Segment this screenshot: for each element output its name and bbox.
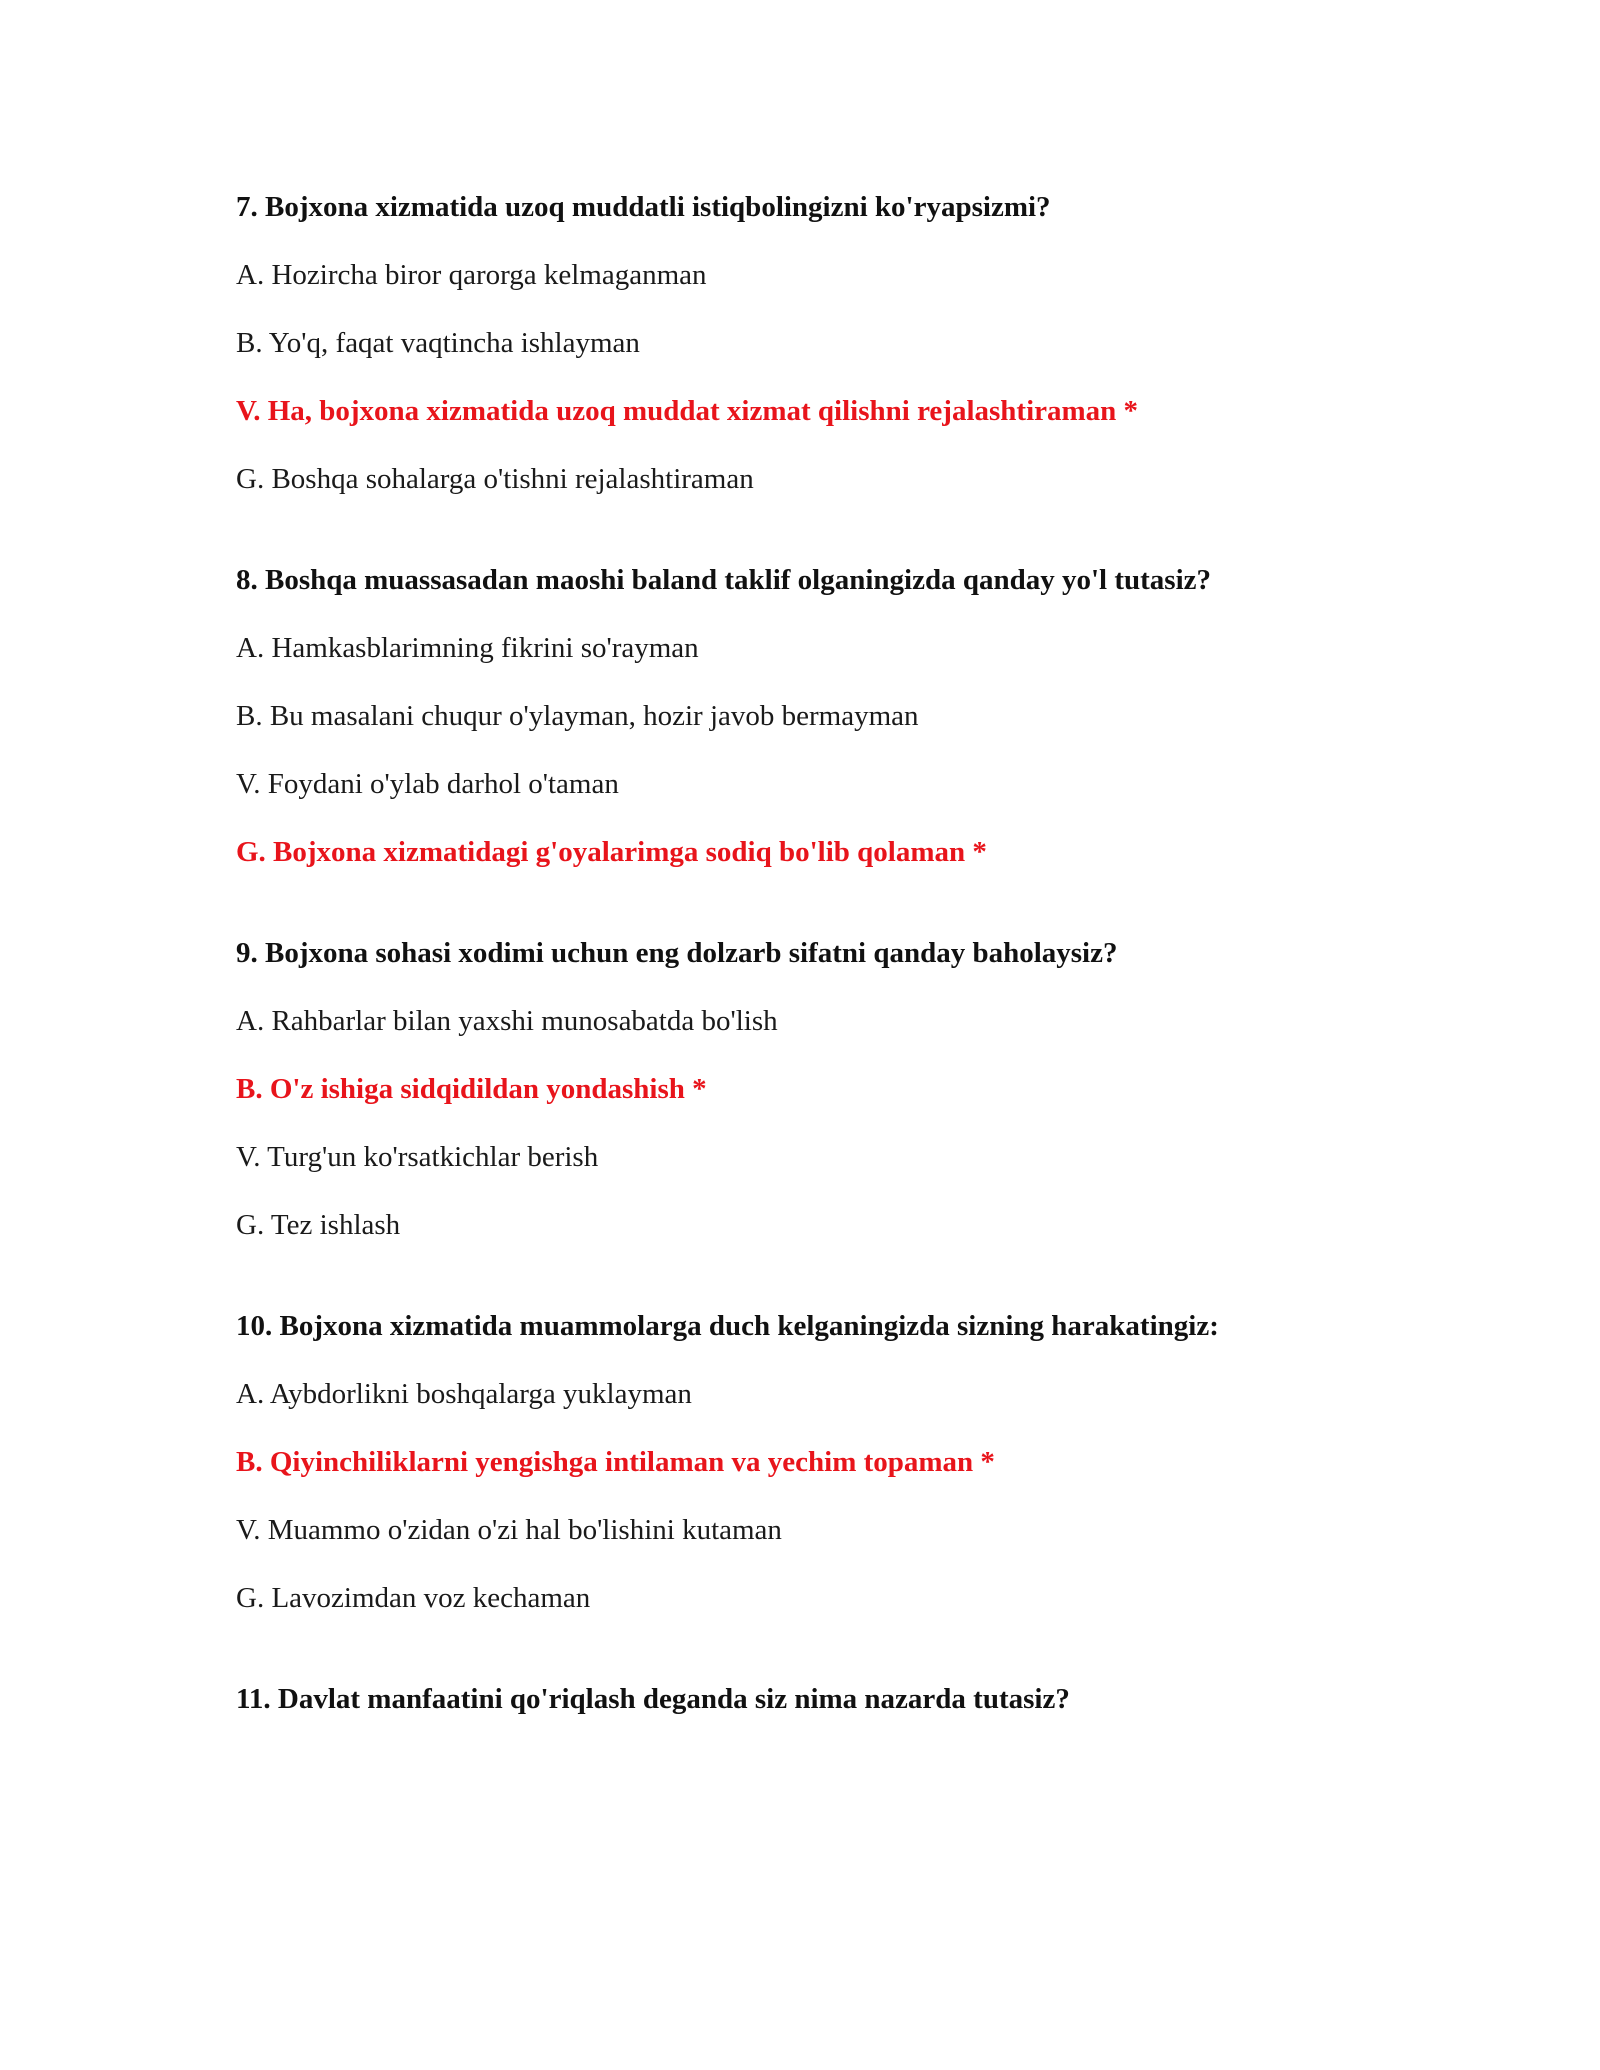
answer-option-g: G. Lavozimdan voz kechaman bbox=[236, 1582, 591, 1614]
answer-option-g: G. Tez ishlash bbox=[236, 1209, 401, 1241]
correct-answer-option-g: G. Bojxona xizmatidagi g'oyalarimga sodiq bo'lib qolaman * bbox=[236, 836, 987, 868]
question-title: 7. Bojxona xizmatida uzoq muddatli istiqbolingizni ko'ryapsizmi? bbox=[236, 191, 1051, 223]
question-list bbox=[236, 188, 1436, 1781]
answer-option-b: B. Bu masalani chuqur o'ylayman, hozir javob bermayman bbox=[236, 700, 919, 732]
answer-option-b: B. Yo'q, faqat vaqtincha ishlayman bbox=[236, 327, 640, 359]
correct-answer-option-b: B. O'z ishiga sidqidildan yondashish * bbox=[236, 1073, 707, 1105]
question-11 bbox=[236, 1680, 1436, 1718]
answer-option-g: G. Boshqa sohalarga o'tishni rejalashtiraman bbox=[236, 463, 754, 495]
correct-answer-option-b: B. Qiyinchiliklarni yengishga intilaman va yechim topaman * bbox=[236, 1446, 995, 1478]
question-title: 11. Davlat manfaatini qo'riqlash deganda siz nima nazarda tutasiz? bbox=[236, 1683, 1070, 1715]
question-9 bbox=[236, 934, 1436, 1244]
answer-option-a: A. Aybdorlikni boshqalarga yuklayman bbox=[236, 1378, 692, 1410]
answer-option-a: A. Hamkasblarimning fikrini so'rayman bbox=[236, 632, 699, 664]
answer-option-v: V. Foydani o'ylab darhol o'taman bbox=[236, 768, 619, 800]
question-title: 9. Bojxona sohasi xodimi uchun eng dolzarb sifatni qanday baholaysiz? bbox=[236, 937, 1118, 969]
correct-answer-option-v: V. Ha, bojxona xizmatida uzoq muddat xizmat qilishni rejalashtiraman * bbox=[236, 395, 1139, 427]
answer-option-v: V. Muammo o'zidan o'zi hal bo'lishini kutaman bbox=[236, 1514, 782, 1546]
question-title: 10. Bojxona xizmatida muammolarga duch kelganingizda sizning harakatingiz: bbox=[236, 1310, 1219, 1342]
question-8 bbox=[236, 561, 1436, 871]
question-10 bbox=[236, 1307, 1436, 1617]
answer-option-a: A. Hozircha biror qarorga kelmaganman bbox=[236, 259, 707, 291]
answer-option-v: V. Turg'un ko'rsatkichlar berish bbox=[236, 1141, 599, 1173]
answer-option-a: A. Rahbarlar bilan yaxshi munosabatda bo'lish bbox=[236, 1005, 778, 1037]
question-title: 8. Boshqa muassasadan maoshi baland taklif olganingizda qanday yo'l tutasiz? bbox=[236, 564, 1211, 596]
question-7 bbox=[236, 188, 1436, 498]
